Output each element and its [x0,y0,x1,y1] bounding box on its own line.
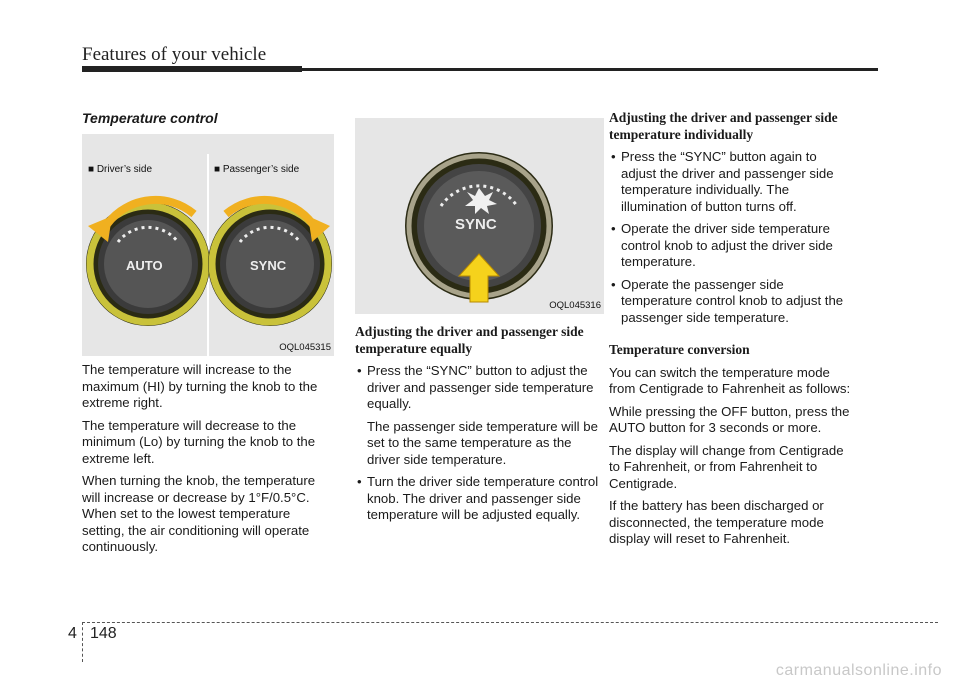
chapter-number: 4 [68,625,77,642]
page-number: 148 [90,625,117,642]
figure-code: OQL045316 [549,300,601,311]
driver-side-label: ■ Driver’s side [88,164,153,175]
footer-separator [82,622,83,662]
paragraph: The temperature will increase to the maximum (HI) by turning the knob to the extreme right. [82,362,318,410]
figure-code: OQL045315 [279,342,331,353]
auto-knob-label: AUTO [126,258,163,273]
passenger-side-label: ■ Passenger’s side [214,164,300,175]
paragraph: The temperature will decrease to the minimum (Lo) by turning the knob to the extreme left. [82,417,316,466]
column-3 [609,110,855,548]
paragraph: If the battery has been discharged or disconnected, the temperature mode display will reset to Fahrenheit. [609,498,824,546]
subheading: Adjusting the driver and passenger side temperature equally [355,324,584,356]
subheading: Temperature conversion [609,342,750,357]
section-title: Temperature control [82,110,218,126]
paragraph: The display will change from Centigrade to Fahrenheit, or from Fahrenheit to Centigrade. [609,442,844,491]
column-1 [82,110,331,556]
list-item: • Operate the driver side temperature control knob to adjust the driver side temperature. [609,221,855,271]
sync-knob-label: SYNC [455,216,497,233]
paragraph: While pressing the OFF button, press the AUTO button for 3 seconds or more. [609,403,850,435]
list-item: • Press the “SYNC” button again to adjust the driver and passenger side temperature individually. The illumination of button turns off. [609,149,855,215]
column-2 [355,114,601,524]
list-item: • Press the “SYNC” button to adjust the driver and passenger side temperature equally. [355,363,601,413]
paragraph: When turning the knob, the temperature will increase or decrease by 1°F/0.5°C. When set to the lowest temperature setting, the air conditioning will operate continuously. [82,473,316,554]
figure-knobs [82,134,334,356]
footer-rule [82,622,938,623]
subheading: Adjusting the driver and passenger side temperature individually [609,110,838,142]
paragraph: You can switch the temperature mode from Centigrade to Fahrenheit as follows: [609,364,851,396]
list-item: • Operate the passenger side temperature control knob to adjust the passenger side temperature. [609,277,855,327]
header-title: Features of your vehicle [82,44,267,65]
figure-sync-knob [355,118,604,314]
watermark: carmanualsonline.info [775,662,942,679]
sync-knob-label: SYNC [250,258,287,273]
header-rule-accent [82,66,302,72]
list-item-note: The passenger side temperature will be set to the same temperature as the driver side temperature. [367,418,598,467]
list-item: • Turn the driver side temperature control knob. The driver and passenger side temperature will be adjusted equally. [355,474,601,524]
